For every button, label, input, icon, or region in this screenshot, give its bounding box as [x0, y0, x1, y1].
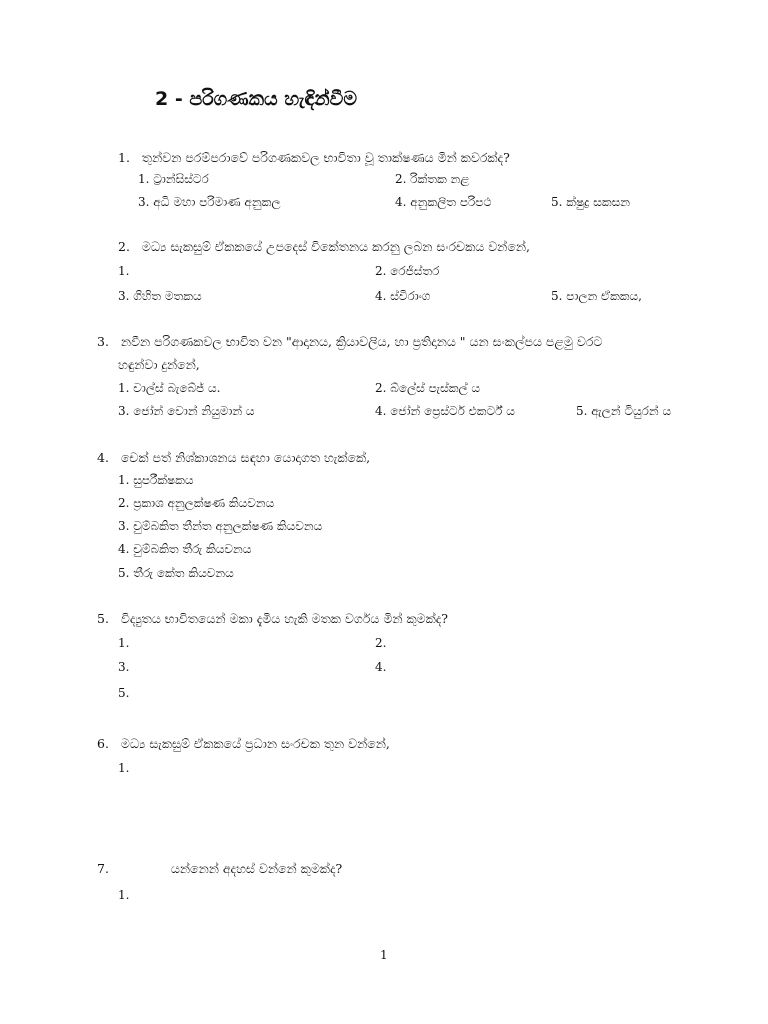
- question-text: මධ්‍ය සැකසුම් ඒකකයේ උපදෙස් විකේතනය කරනු ලබන සංරචකය වන්නේ,: [141, 239, 530, 254]
- q5-option-4: 4.: [375, 660, 387, 674]
- question-number: 2.: [118, 239, 130, 254]
- q1-option-2: 2. රික්තක නළ: [395, 172, 470, 186]
- q5-option-2: 2.: [375, 636, 387, 650]
- page-number: 1: [380, 948, 388, 962]
- q4-option-1: 1. සුපරීක්ෂකය: [118, 473, 194, 487]
- q2-option-3: 3. ගිහිත මතකය: [118, 289, 202, 303]
- q2-option-1: 1.: [118, 264, 130, 278]
- q4-option-5: 5. තීරු කේත කියවනය: [118, 566, 234, 580]
- q3-option-1: 1. චාල්ස් බැබේජ් ය.: [118, 381, 221, 395]
- question-text: විද්‍යුතය භාවිතයෙන් මකා දැමිය හැකි මතක වර්ගය මින් කුමක්ද?: [120, 611, 449, 626]
- question-number: 4.: [97, 450, 109, 465]
- question-7: [97, 861, 342, 877]
- question-6: [97, 736, 390, 752]
- question-3-continued: හඳුන්වා දුන්නේ,: [118, 357, 200, 372]
- question-4: [97, 450, 370, 466]
- q5-option-3: 3.: [118, 660, 130, 674]
- q1-option-1: 1. ට්‍රාන්සිස්ටර: [138, 172, 209, 186]
- q4-option-3: 3. චුම්බකිත තීන්ත අනුලක්ෂණ කියවනය: [118, 519, 323, 533]
- question-number: 1.: [118, 150, 130, 165]
- question-text: තුන්වන පරම්පරාවේ පරිගණකවල භාවිතා වූ තාක්ෂණය මින් කවරක්ද?: [141, 150, 510, 165]
- question-number: 3.: [97, 334, 109, 349]
- page-title: 2 - පරිගණකය හැඳින්වීම: [155, 88, 357, 110]
- question-number: 6.: [97, 736, 109, 751]
- question-number: 7.: [97, 861, 109, 876]
- q5-option-1: 1.: [118, 636, 130, 650]
- q1-option-4: 4. අනුකලිත පරිපථ: [395, 195, 492, 209]
- q5-option-5: 5.: [118, 686, 130, 700]
- question-text: මධ්‍ය සැකසුම් ඒකකයේ ප්‍රධාන සංරචක තුන වන්නේ,: [120, 736, 390, 751]
- question-text: යන්නෙන් අදහස් වන්නේ කුමක්ද?: [170, 861, 343, 876]
- q7-option-1: 1.: [118, 888, 130, 902]
- q6-option-1: 1.: [118, 761, 130, 775]
- q4-option-2: 2. ප්‍රකාශ අනුලක්ෂණ කියවනය: [118, 496, 275, 510]
- q2-option-4: 4. ස්විරාංග: [375, 289, 431, 303]
- question-2: [118, 239, 530, 255]
- question-text: නවීන පරිගණකවල භාවිත වන "ආදානය, ක්‍රියාවලිය, හා ප්‍රතිදානය " යන සංකල්පය පළමු වරට: [120, 334, 603, 349]
- q1-option-5: 5. ක්ෂුද්‍ර සකසන: [551, 195, 631, 209]
- question-number: 5.: [97, 611, 109, 626]
- q3-option-5: 5. ඇලන් ටියුරන් ය: [576, 404, 672, 418]
- q4-option-4: 4. චුම්බකිත තීරු කියවනය: [118, 542, 252, 556]
- q3-option-3: 3. ජෝන් වොන් නියුමාන් ය: [118, 404, 255, 418]
- q2-option-2: 2. රෙජිස්තර: [375, 264, 440, 278]
- q1-option-3: 3. අධි මහා පරිමාණ අනුකල: [138, 195, 281, 209]
- question-text: චෙක් පත් නිශ්කාශනය සඳහා යොදාගත හැක්කේ,: [120, 450, 371, 465]
- q3-option-4: 4. ජෝන් ප්‍රෙස්ටර් එකර්ට් ය: [375, 404, 515, 418]
- question-3: [97, 334, 602, 350]
- q2-option-5: 5. පාලන ඒකකය,: [551, 289, 642, 303]
- q3-option-2: 2. බ්ලේස් පැස්කල් ය: [375, 381, 481, 395]
- question-5: [97, 611, 448, 627]
- question-1: [118, 150, 510, 166]
